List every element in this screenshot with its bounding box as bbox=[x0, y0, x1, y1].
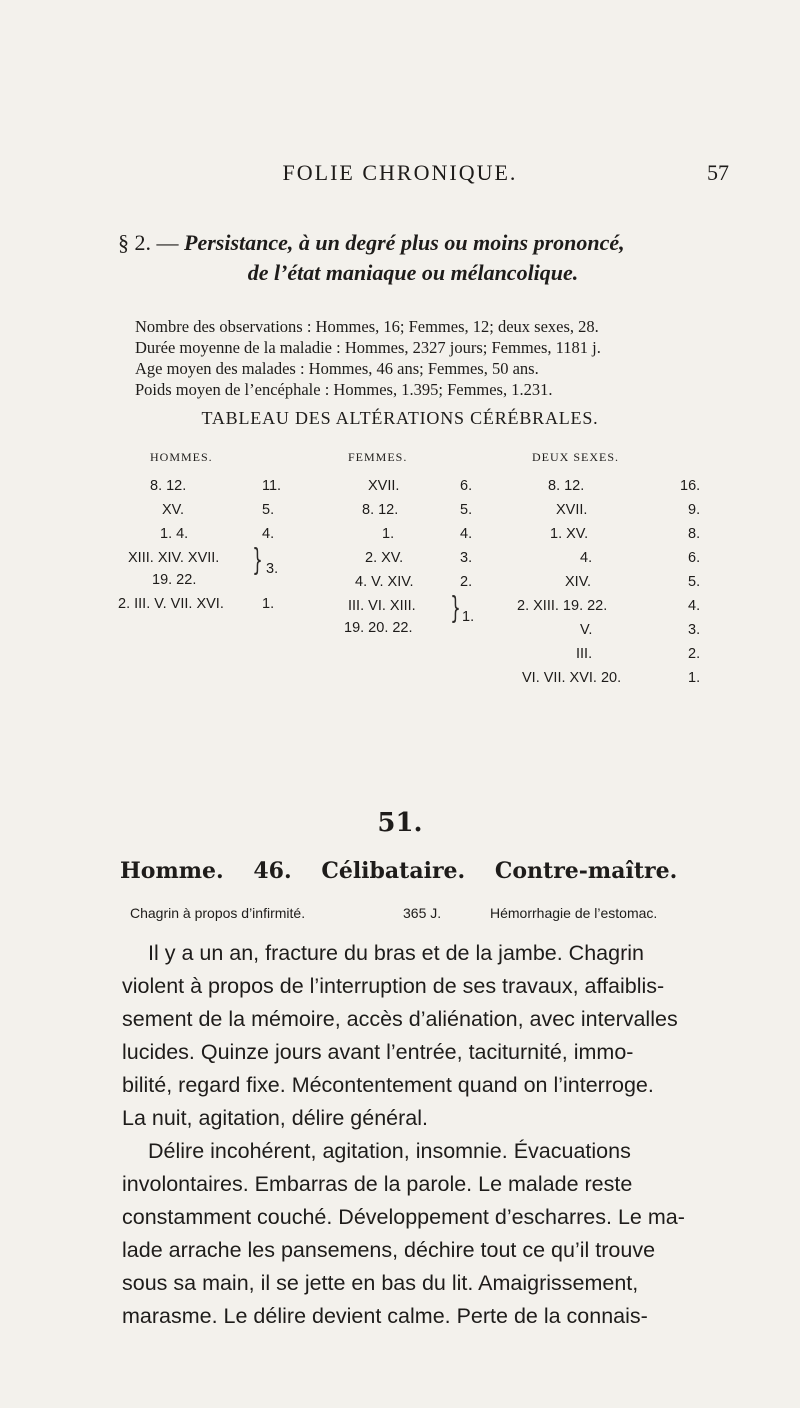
deux-item: XVII. bbox=[556, 502, 588, 518]
hommes-count: 1. bbox=[262, 596, 275, 612]
section-title-line2: de l’état maniaque ou mélancolique. bbox=[247, 260, 579, 285]
deux-item: 8. 12. bbox=[548, 478, 585, 494]
femmes-item: 1. bbox=[382, 526, 395, 542]
hommes-count: 4. bbox=[262, 526, 275, 542]
deux-count: 4. bbox=[688, 598, 701, 614]
femmes-item: 4. V. XIV. bbox=[355, 574, 414, 590]
narrative-line: violent à propos de l’interruption de ses travaux, affaiblis- bbox=[122, 974, 665, 998]
case-status: Célibataire. bbox=[321, 858, 466, 884]
deux-item: VI. VII. XVI. 20. bbox=[522, 670, 622, 686]
hommes-count: 5. bbox=[262, 502, 275, 518]
femmes-count: 1. bbox=[462, 609, 475, 625]
case-narrative bbox=[122, 937, 710, 1333]
stat-observations: Nombre des observations : Hommes, 16; Femmes, 12; deux sexes, 28. bbox=[135, 317, 599, 336]
header-femmes: FEMMES. bbox=[348, 450, 408, 464]
hommes-count: 11. bbox=[262, 478, 282, 494]
femmes-count: 2. bbox=[460, 574, 473, 590]
narrative-line: involontaires. Embarras de la parole. Le malade reste bbox=[122, 1172, 633, 1196]
table-title: TABLEAU DES ALTÉRATIONS CÉRÉBRALES. bbox=[201, 408, 599, 428]
narrative-line: Il y a un an, fracture du bras et de la jambe. Chagrin bbox=[148, 941, 644, 965]
deux-item: XIV. bbox=[565, 574, 592, 590]
statistics-block bbox=[135, 316, 715, 400]
section-title-line1: Persistance, à un degré plus ou moins prononcé, bbox=[184, 230, 625, 255]
femmes-item: XVII. bbox=[368, 478, 400, 494]
narrative-line: lade arrache les pansemens, déchire tout ce qu’il trouve bbox=[122, 1238, 656, 1262]
narrative-line: sement de la mémoire, accès d’aliénation, avec intervalles bbox=[122, 1007, 678, 1031]
section-number: § 2. — bbox=[118, 230, 179, 255]
deux-item: 1. XV. bbox=[550, 526, 589, 542]
deux-item: V. bbox=[580, 622, 593, 638]
hommes-item: XIII. XIV. XVII. bbox=[128, 550, 220, 566]
brace-icon: } bbox=[252, 543, 263, 578]
deux-item: 4. bbox=[580, 550, 593, 566]
stat-age: Age moyen des malades : Hommes, 46 ans; Femmes, 50 ans. bbox=[135, 359, 539, 378]
narrative-line: marasme. Le délire devient calme. Perte de la connais- bbox=[122, 1304, 648, 1328]
deux-count: 2. bbox=[688, 646, 701, 662]
page-number: 57 bbox=[707, 160, 729, 185]
hommes-item: 2. III. V. VII. XVI. bbox=[118, 596, 224, 612]
case-cause: Chagrin à propos d’infirmité. bbox=[130, 905, 306, 921]
header-deux-sexes: DEUX SEXES. bbox=[532, 450, 620, 464]
femmes-count: 6. bbox=[460, 478, 473, 494]
running-head bbox=[0, 160, 800, 194]
narrative-line: La nuit, agitation, délire général. bbox=[122, 1106, 428, 1130]
case-profession: Contre-maître. bbox=[494, 858, 678, 884]
narrative-line: lucides. Quinze jours avant l’entrée, taciturnité, immo- bbox=[122, 1040, 634, 1064]
stat-duration: Durée moyenne de la maladie : Hommes, 2327 jours; Femmes, 1181 j. bbox=[135, 338, 601, 357]
deux-count: 1. bbox=[688, 670, 701, 686]
running-title: FOLIE CHRONIQUE. bbox=[282, 160, 518, 185]
femmes-item: 8. 12. bbox=[362, 502, 399, 518]
femmes-item: III. VI. XIII. bbox=[348, 598, 416, 614]
deux-count: 9. bbox=[688, 502, 701, 518]
case-death-cause: Hémorrhagie de l’estomac. bbox=[490, 905, 658, 921]
femmes-count: 3. bbox=[460, 550, 473, 566]
deux-count: 8. bbox=[688, 526, 701, 542]
case-header bbox=[120, 858, 720, 884]
femmes-count: 5. bbox=[460, 502, 473, 518]
deux-item: III. bbox=[576, 646, 593, 662]
hommes-count: 3. bbox=[266, 561, 279, 577]
narrative-line: bilité, regard fixe. Mécontentement quand on l’interroge. bbox=[122, 1073, 654, 1097]
case-sex: Homme. bbox=[120, 858, 224, 884]
deux-count: 6. bbox=[688, 550, 701, 566]
deux-count: 3. bbox=[688, 622, 701, 638]
femmes-item: 2. XV. bbox=[365, 550, 404, 566]
narrative-line: constamment couché. Développement d’escharres. Le ma- bbox=[122, 1205, 685, 1229]
hommes-item-continued: 19. 22. bbox=[152, 572, 197, 588]
femmes-item-continued: 19. 20. 22. bbox=[344, 620, 413, 636]
stat-weight: Poids moyen de l’encéphale : Hommes, 1.395; Femmes, 1.231. bbox=[135, 380, 553, 399]
hommes-item: 1. 4. bbox=[160, 526, 189, 542]
case-duration: 365 J. bbox=[403, 905, 442, 921]
section-heading bbox=[118, 228, 708, 288]
brace-icon: } bbox=[450, 591, 461, 626]
narrative-line: sous sa main, il se jette en bas du lit. Amaigrissement, bbox=[122, 1271, 639, 1295]
hommes-item: 8. 12. bbox=[150, 478, 187, 494]
deux-count: 5. bbox=[688, 574, 701, 590]
case-number: 51. bbox=[377, 808, 423, 838]
deux-item: 2. XIII. 19. 22. bbox=[517, 598, 608, 614]
femmes-count: 4. bbox=[460, 526, 473, 542]
deux-count: 16. bbox=[680, 478, 701, 494]
hommes-item: XV. bbox=[162, 502, 185, 518]
case-age: 46. bbox=[253, 858, 292, 884]
narrative-line: Délire incohérent, agitation, insomnie. Évacuations bbox=[148, 1139, 631, 1163]
header-hommes: HOMMES. bbox=[150, 450, 213, 464]
